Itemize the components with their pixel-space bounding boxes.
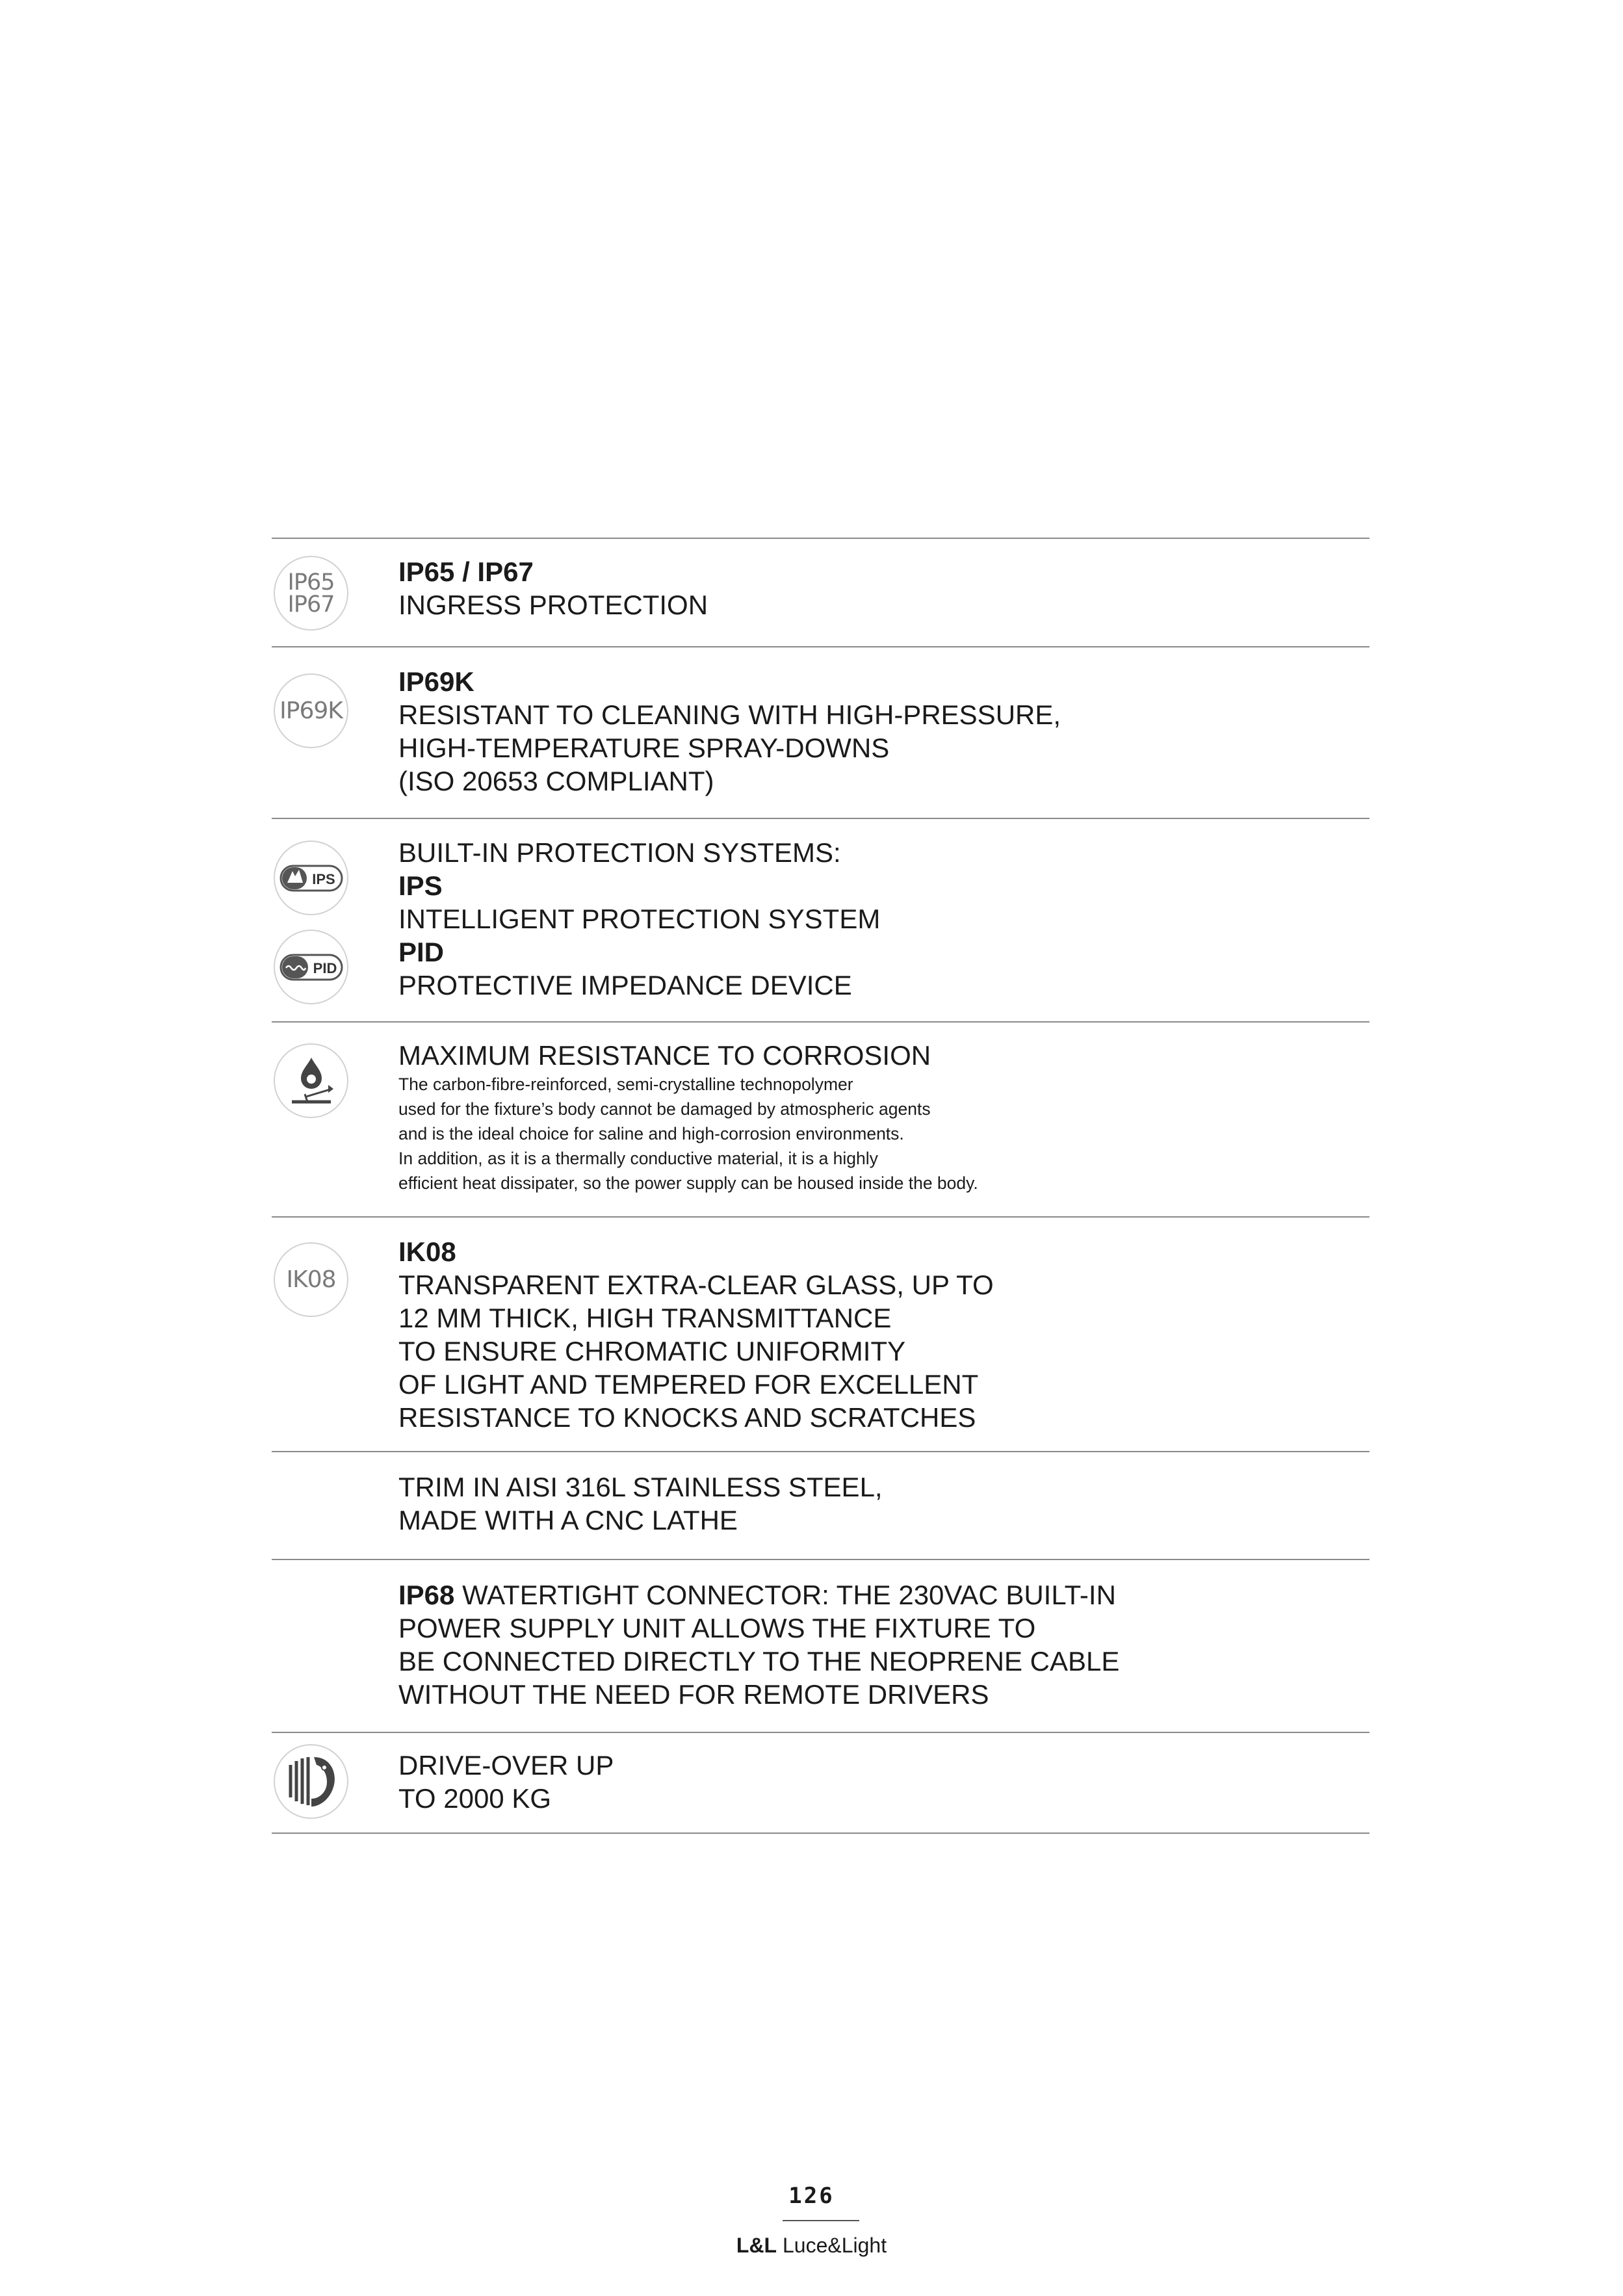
feature-line: TRIM IN AISI 316L STAINLESS STEEL, — [398, 1472, 883, 1502]
feature-line: PROTECTIVE IMPEDANCE DEVICE — [398, 970, 852, 1000]
pid-badge-icon — [274, 930, 348, 1004]
feature-line: POWER SUPPLY UNIT ALLOWS THE FIXTURE TO — [398, 1613, 1036, 1643]
feature-title: IP68 — [398, 1580, 455, 1610]
feature-corrosion — [398, 1039, 1341, 1195]
drop-surface-icon — [279, 1049, 344, 1114]
icon-label: PID — [313, 959, 337, 976]
feature-lead-line — [398, 1578, 1341, 1611]
ips-badge-icon — [274, 841, 348, 915]
feature-intro: BUILT-IN PROTECTION SYSTEMS: — [398, 837, 841, 868]
feature-line: TRANSPARENT EXTRA-CLEAR GLASS, UP TO — [398, 1270, 994, 1300]
feature-line: INTELLIGENT PROTECTION SYSTEM — [398, 904, 881, 934]
pid-pill-icon — [279, 952, 343, 982]
ip65-ip67-badge-icon — [274, 556, 348, 631]
feature-title: PID — [398, 937, 445, 967]
tyre-icon — [279, 1749, 344, 1814]
brand-name: Luce&Light — [777, 2234, 887, 2257]
feature-drive-over — [398, 1749, 1341, 1815]
page-number: 126 — [788, 2183, 835, 2209]
divider — [272, 646, 1370, 647]
feature-trim — [398, 1470, 1341, 1537]
feature-line: DRIVE-OVER UP — [398, 1750, 614, 1781]
feature-line: MADE WITH A CNC LATHE — [398, 1505, 738, 1535]
feature-line: WITHOUT THE NEED FOR REMOTE DRIVERS — [398, 1679, 989, 1710]
feature-line: HIGH-TEMPERATURE SPRAY-DOWNS — [398, 733, 890, 763]
brand-footer — [0, 2234, 1623, 2258]
feature-title: IPS — [398, 870, 443, 901]
feature-body-line: The carbon-fibre-reinforced, semi-crystalline technopolymer — [398, 1075, 853, 1094]
feature-heading: MAXIMUM RESISTANCE TO CORROSION — [398, 1040, 931, 1071]
feature-body-line: used for the fixture’s body cannot be damaged by atmospheric agents — [398, 1099, 931, 1119]
drive-over-tyre-icon — [274, 1744, 348, 1819]
brand-logo: L&L — [736, 2234, 777, 2257]
feature-line: INGRESS PROTECTION — [398, 590, 708, 620]
feature-protection-systems — [398, 836, 1341, 1002]
page-number-rule — [783, 2220, 859, 2221]
divider — [272, 818, 1370, 819]
icon-label: IP69K — [279, 698, 343, 724]
ik08-badge-icon — [274, 1242, 348, 1317]
feature-title: IP69K — [398, 666, 474, 697]
feature-line: TO 2000 KG — [398, 1783, 552, 1814]
divider — [272, 1732, 1370, 1733]
feature-line: OF LIGHT AND TEMPERED FOR EXCELLENT — [398, 1369, 979, 1400]
feature-ip69k — [398, 665, 1341, 798]
feature-ik08 — [398, 1235, 1341, 1434]
corrosion-resistance-icon — [274, 1043, 348, 1118]
ip69k-badge-icon — [274, 673, 348, 748]
feature-body-line: and is the ideal choice for saline and high-corrosion environments. — [398, 1124, 904, 1143]
icon-label: IP67 — [287, 591, 335, 618]
feature-line: RESISTANCE TO KNOCKS AND SCRATCHES — [398, 1402, 976, 1433]
divider — [272, 1216, 1370, 1218]
feature-title: IK08 — [398, 1236, 456, 1267]
divider — [272, 1559, 1370, 1560]
divider — [272, 1833, 1370, 1834]
feature-line: TO ENSURE CHROMATIC UNIFORMITY — [398, 1336, 906, 1366]
divider — [272, 1451, 1370, 1452]
divider — [272, 1021, 1370, 1023]
feature-ip65-ip67 — [398, 555, 1341, 621]
divider — [272, 538, 1370, 539]
ips-pill-icon — [279, 863, 343, 893]
feature-line: BE CONNECTED DIRECTLY TO THE NEOPRENE CABLE — [398, 1646, 1120, 1676]
feature-line: (ISO 20653 COMPLIANT) — [398, 766, 714, 796]
feature-body-line: efficient heat dissipater, so the power supply can be housed inside the body. — [398, 1173, 978, 1193]
feature-lead-text: WATERTIGHT CONNECTOR: THE 230VAC BUILT-IN — [454, 1580, 1116, 1610]
icon-label: IK08 — [286, 1266, 336, 1293]
feature-ip68-connector — [398, 1578, 1341, 1711]
feature-line: 12 MM THICK, HIGH TRANSMITTANCE — [398, 1303, 892, 1333]
icon-label: IPS — [311, 870, 335, 887]
icon-label: IP65 — [287, 569, 335, 595]
feature-title: IP65 / IP67 — [398, 556, 534, 587]
feature-body-line: In addition, as it is a thermally conductive material, it is a highly — [398, 1149, 878, 1168]
feature-line: RESISTANT TO CLEANING WITH HIGH-PRESSURE, — [398, 699, 1061, 730]
